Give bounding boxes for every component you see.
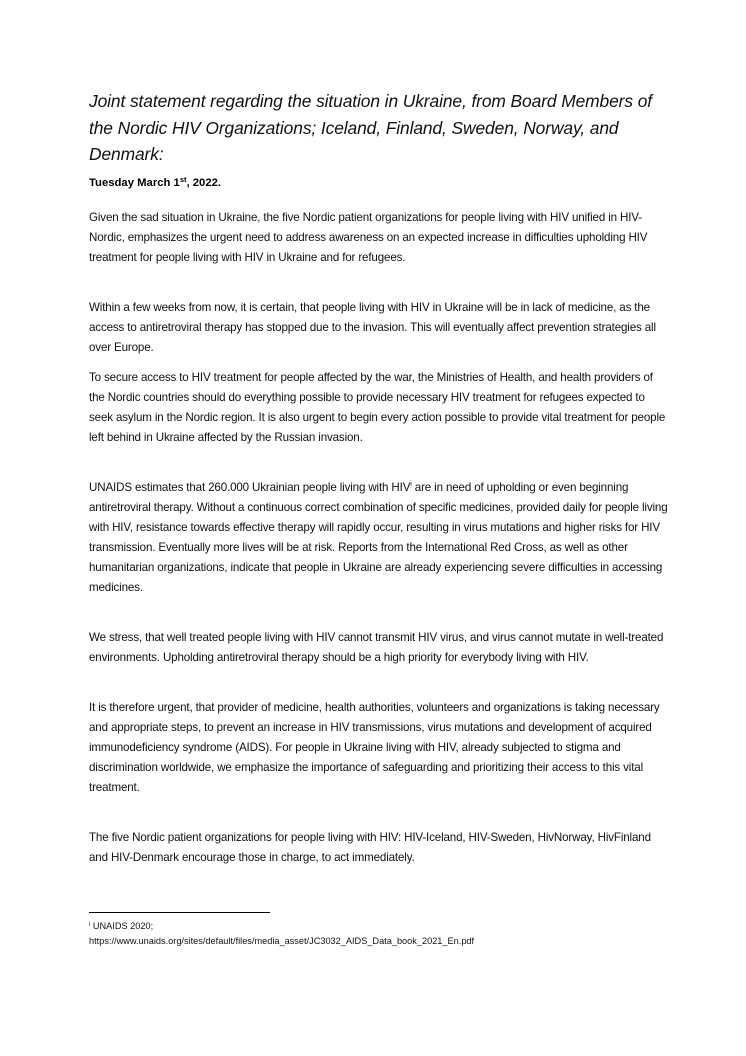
footnote-line-1 (89, 919, 689, 934)
footnote (89, 919, 689, 948)
paragraph-6: It is therefore urgent, that provider of medicine, health authorities, volunteers and organizations is taking necessary and appropriate steps, to prevent an increase in HIV transmissions, virus mutations and development of acquired immunodeficiency syndrome (AIDS). For people in Ukraine living with HIV, already subjected to stigma and discrimination worldwide, we emphasize the importance of safeguarding and prioritizing their access to this vital treatment. (89, 701, 660, 794)
date-suffix: , 2022. (186, 177, 222, 189)
paragraph-3: To secure access to HIV treatment for people affected by the war, the Ministries of Health, and health providers of the Nordic countries should do everything possible to provide necessary HIV treatment for refugees expected to seek asylum in the Nordic region. It is also urgent to begin every action possible to provide vital treatment for people left behind in Ukraine affected by the Russian invasion. (89, 371, 666, 444)
document-title: Joint statement regarding the situation in Ukraine, from Board Members of the Nordic HIV Organizations; Iceland, Finland, Sweden, Norway, and Denmark: (89, 91, 652, 164)
paragraph-4-start: UNAIDS estimates that 260.000 Ukrainian people living with HIV (89, 481, 411, 494)
paragraph-4-end: are in need of upholding or even beginning antiretroviral therapy. Without a continuous correct combination of specific medicines, provided daily for people living with HIV, resistance towards effective therapy will rapidly occur, resulting in virus mutations and higher risks for HIV transmission. Eventually more lives will be at risk. Reports from the International Red Cross, as well as other humanitarian organizations, indicate that people in Ukraine are already experiencing severe difficulties in accessing medicines. (89, 481, 668, 594)
footnote-reference[interactable]: i (410, 481, 412, 488)
date-ordinal: st (179, 175, 187, 184)
footnote-source: UNAIDS 2020; (90, 921, 154, 931)
paragraph-4 (89, 478, 669, 598)
statement-date (89, 177, 221, 189)
paragraph-2: Within a few weeks from now, it is certain, that people living with HIV in Ukraine will be in lack of medicine, as the access to antiretroviral therapy has stopped due to the invasion. This will eventually affect prevention strategies all over Europe. (89, 301, 656, 354)
paragraph-1: Given the sad situation in Ukraine, the five Nordic patient organizations for people living with HIV unified in HIV-Nordic, emphasizes the urgent need to address awareness on an expected increase in difficulties upholding HIV treatment for people living with HIV in Ukraine and for refugees. (89, 211, 648, 264)
footnote-url[interactable]: https://www.unaids.org/sites/default/files/media_asset/JC3032_AIDS_Data_book_2021_En.pdf (89, 935, 475, 946)
date-prefix: Tuesday March 1 (89, 177, 180, 189)
paragraph-7: The five Nordic patient organizations for people living with HIV: HIV-Iceland, HIV-Sweden, HivNorway, HivFinland and HIV-Denmark encourage those in charge, to act immediately. (89, 831, 651, 864)
footnote-separator (89, 912, 270, 913)
footnote-marker: i (89, 922, 91, 928)
paragraph-5: We stress, that well treated people living with HIV cannot transmit HIV virus, and virus cannot mutate in well-treated environments. Upholding antiretroviral therapy should be a high priority for everybody living with HIV. (89, 631, 664, 664)
